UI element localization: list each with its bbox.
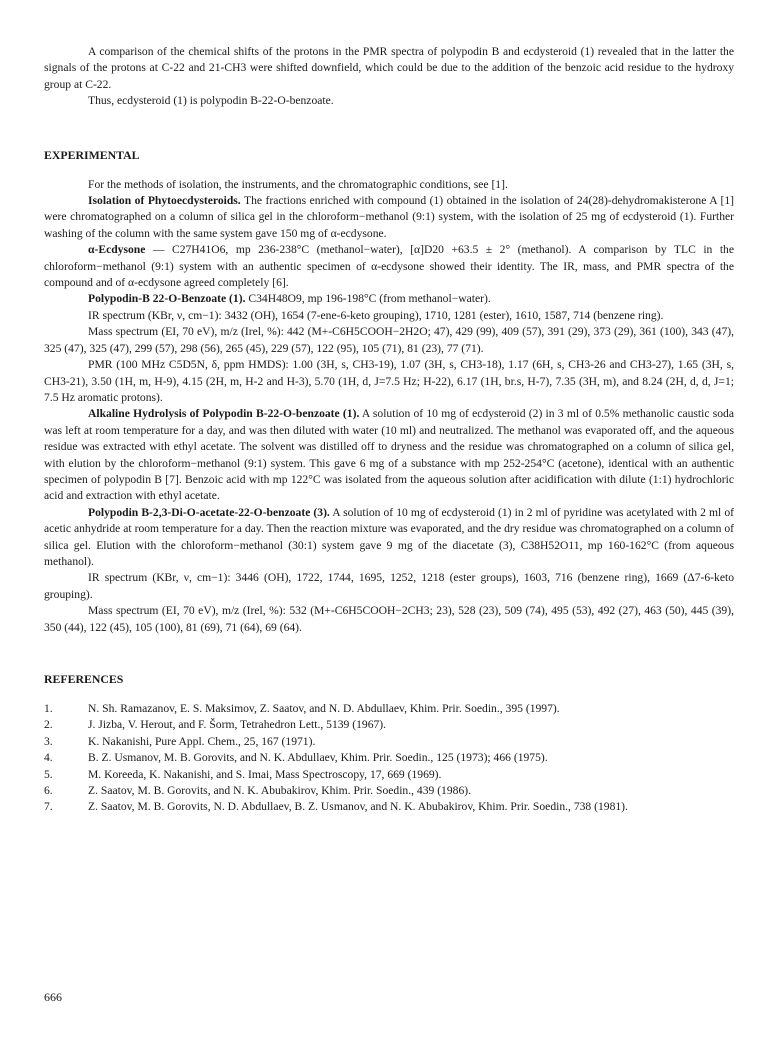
reference-text: Z. Saatov, M. B. Gorovits, and N. K. Abubakirov, Khim. Prir. Soedin., 439 (1986). [88, 784, 471, 798]
reference-item [44, 717, 734, 733]
reference-text: K. Nakanishi, Pure Appl. Chem., 25, 167 (1971). [88, 734, 316, 748]
isolation-text: The fractions enriched with compound (1) obtained in the isolation of 24(28)-dehydromakisterone A [1] were chromatographed on a column of silica gel in the chloroform−methanol (9:1) system, with the isolation of 25 mg of ecdysteroid (1). Further washing of the column with the same system gave 150 mg of α-ecdysone. [44, 194, 734, 240]
mass-spectrum-1: Mass spectrum (EI, 70 eV), m/z (Irel, %): 442 (M+-C6H5COOH−2H2O; 47), 429 (99), 409 (57), 391 (29), 373 (29), 361 (100), 343 (47), 325 (47), 325 (47), 299 (57), 298 (56), 265 (45), 229 (57), 122 (95), 105 (71), 81 (23), 77 (71). [44, 325, 734, 355]
reference-number: 6. [44, 784, 53, 798]
reference-number: 1. [44, 702, 53, 715]
diacetate-text: A solution of 10 mg of ecdysteroid (1) in 2 ml of pyridine was acetylated with 2 ml of acetic anhydride at room temperature for a day. Then the reaction mixture was evaporated, and the dry residue was chromatographed on a column of silica gel. Elution with the chloroform−methanol (30:1) system gave 9 mg of the diacetate (3), C38H52O11, mp 160-162°C (from aqueous methanol). [44, 505, 734, 568]
reference-text: Z. Saatov, M. B. Gorovits, N. D. Abdullaev, B. Z. Usmanov, and N. K. Abubakirov, Khim. Prir. Soedin., 738 (1981). [88, 800, 628, 814]
reference-number: 2. [44, 718, 53, 732]
ir-spectrum-1: IR spectrum (KBr, ν, cm−1): 3432 (OH), 1654 (7-ene-6-keto grouping), 1710, 1281 (ester), 1610, 1587, 714 (benzene ring). [88, 308, 664, 322]
intro-paragraph: A comparison of the chemical shifts of the protons in the PMR spectra of polypodin B and ecdysteroid (1) revealed that in the latter the signals of the protons at C-22 and 21-CH3 were shifted downfield, which could be due to the addition of the benzoic acid residue to the hydroxy group at C-22. [44, 45, 734, 91]
experimental-heading: EXPERIMENTAL [44, 147, 140, 162]
reference-text: M. Koreeda, K. Nakanishi, and S. Imai, Mass Spectroscopy, 17, 669 (1969). [88, 767, 442, 781]
reference-item [44, 734, 734, 750]
polypodin-heading: Polypodin-B 22-O-Benzoate (1). [88, 292, 246, 306]
reference-number: 5. [44, 767, 53, 781]
diacetate-paragraph [44, 505, 734, 571]
reference-item [44, 799, 734, 815]
mass-spectrum-2: Mass spectrum (EI, 70 eV), m/z (Irel, %): 532 (M+-C6H5COOH−2CH3; 23), 528 (23), 509 (74), 495 (53), 492 (27), 463 (50), 445 (39), 350 (44), 122 (45), 105 (100), 81 (69), 71 (64), 69 (64). [44, 604, 734, 634]
intro-conclusion: Thus, ecdysteroid (1) is polypodin B-22-O-benzoate. [88, 94, 334, 108]
references-list [44, 701, 734, 816]
page-number: 666 [44, 990, 62, 1004]
reference-number: 4. [44, 751, 53, 765]
methods-paragraph: For the methods of isolation, the instruments, and the chromatographic conditions, see [1]. [88, 177, 508, 191]
diacetate-heading: Polypodin B-2,3-Di-O-acetate-22-O-benzoate (3). [88, 505, 330, 519]
alkaline-heading: Alkaline Hydrolysis of Polypodin B-22-O-benzoate (1). [88, 407, 360, 421]
reference-text: N. Sh. Ramazanov, E. S. Maksimov, Z. Saatov, and N. D. Abdullaev, Khim. Prir. Soedin., 395 (1997). [88, 702, 560, 715]
reference-item [44, 750, 734, 766]
isolation-heading: Isolation of Phytoecdysteroids. [88, 194, 241, 208]
pmr-spectrum: PMR (100 MHz C5D5N, δ, ppm HMDS): 1.00 (3H, s, CH3-19), 1.07 (3H, s, CH3-18), 1.17 (6H, s, CH3-26 and CH3-27), 1.65 (3H, s, CH3-21), 3.50 (1H, m, H-9), 4.15 (2H, m, H-2 and H-3), 5.70 (1H, d, J=7.5 Hz; H-22), 6.17 (1H, br.s, H-7), 7.35 (3H, m), and 8.24 (2H, d, d, J=1; 7.5 Hz aromatic protons). [44, 358, 734, 404]
alkaline-paragraph [44, 406, 734, 504]
reference-text: J. Jizba, V. Herout, and F. Šorm, Tetrahedron Lett., 5139 (1967). [88, 718, 387, 732]
alpha-ecdysone-heading: α-Ecdysone [88, 243, 146, 257]
reference-item [44, 701, 734, 717]
reference-number: 3. [44, 734, 53, 748]
polypodin-paragraph [44, 291, 734, 307]
alpha-ecdysone-text: — C27H41O6, mp 236-238°C (methanol−water), [α]D20 +63.5 ± 2° (methanol). A comparison by TLC in the chloroform−methanol (9:1) system with an authentic specimen of α-ecdysone showed their identity. The IR, mass, and PMR spectra of the compound and of α-ecdysone agreed completely [6]. [44, 243, 734, 290]
isolation-paragraph [44, 193, 734, 242]
polypodin-text: C34H48O9, mp 196-198°C (from methanol−water). [245, 292, 491, 306]
reference-item [44, 783, 734, 799]
ir-spectrum-2: IR spectrum (KBr, ν, cm−1): 3446 (OH), 1722, 1744, 1695, 1252, 1218 (ester groups), 1603, 716 (benzene ring), 1669 (Δ7-6-keto grouping). [44, 571, 734, 601]
references-heading: REFERENCES [44, 672, 124, 686]
reference-item [44, 767, 734, 783]
reference-text: B. Z. Usmanov, M. B. Gorovits, and N. K. Abdullaev, Khim. Prir. Soedin., 125 (1973); 466 (1975). [88, 751, 548, 765]
alpha-ecdysone-paragraph [44, 242, 734, 291]
page-body [44, 44, 734, 816]
alkaline-text: A solution of 10 mg of ecdysteroid (2) in 3 ml of 0.5% methanolic caustic soda was left at room temperature for a day, and was then diluted with water (10 ml) and neutralized. The methanol was evaporated off, and the aqueous residue was extracted with ethyl acetate. The solvent was distilled off to dryness and the residue was chromatographed on a column of silica gel, with elution by the chloroform−methanol (9:1) system. This gave 6 mg of a substance with mp 252-254°C (acetone), identical with an authentic specimen of polypodin B [7]. Benzoic acid with mp 122°C was isolated from the aqueous solution after acidification with dilute (1:1) hydrochloric acid and extraction with ethyl acetate. [44, 407, 734, 503]
reference-number: 7. [44, 800, 53, 814]
